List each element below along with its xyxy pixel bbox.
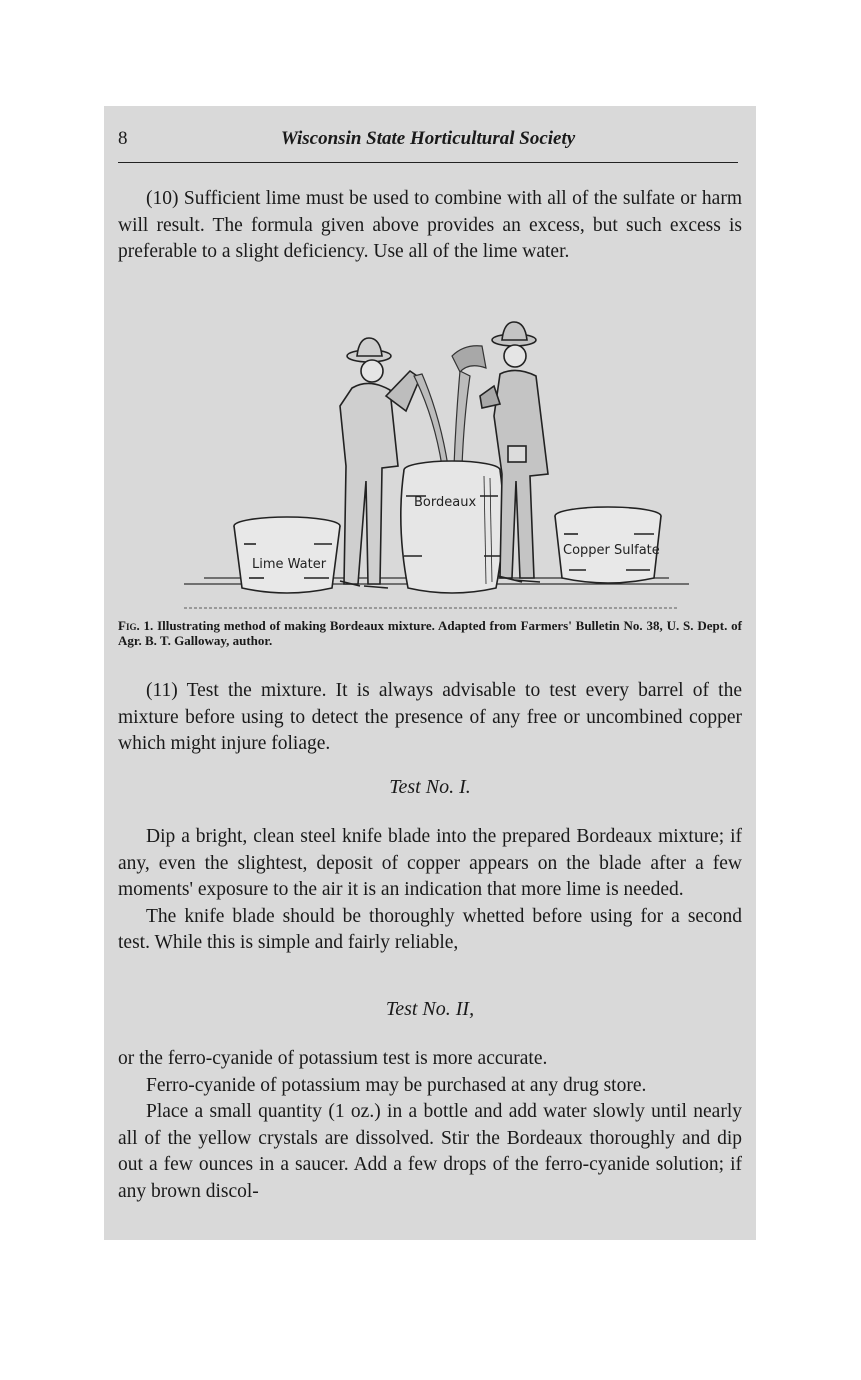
bordeaux-label: Bordeaux xyxy=(414,495,477,510)
figure-illustration xyxy=(164,316,704,616)
test-one-body xyxy=(118,824,742,957)
figure-caption xyxy=(118,618,742,648)
paragraph: (11) Test the mixture. It is always advisable to test every barrel of the mixture before using to detect the presence of any free or uncombined copper which might injure foliage. xyxy=(118,680,742,754)
paragraph: The knife blade should be thoroughly whetted before using for a second test. While this is simple and fairly reliable, xyxy=(118,905,742,953)
paragraph: Dip a bright, clean steel knife blade into the prepared Bordeaux mixture; if any, even the slightest, deposit of copper appears on the blade after a few moments' exposure to the air it is an indication that more lime is needed. xyxy=(118,826,742,900)
paragraph: Ferro-cyanide of potassium may be purchased at any drug store. xyxy=(146,1074,647,1096)
lime-water-label: Lime Water xyxy=(252,557,327,572)
paragraph: or the ferro-cyanide of potassium test is more accurate. xyxy=(118,1048,548,1069)
test-two-heading: Test No. II, xyxy=(385,998,475,1020)
figure-caption-label: Fig. 1. xyxy=(118,618,154,633)
book-page xyxy=(104,106,756,1240)
test-two-body xyxy=(118,1046,742,1205)
paragraph-block-11 xyxy=(118,678,742,758)
bordeaux-mixing-illustration xyxy=(164,316,704,616)
page-header xyxy=(118,128,738,163)
bordeaux-barrel xyxy=(401,461,503,593)
paragraph: (10) Sufficient lime must be used to combine with all of the sulfate or harm will result. The formula given above provides an excess, but such excess is preferable to a slight deficiency. Use all of the lime water. xyxy=(118,188,742,262)
paragraph-block-10 xyxy=(118,186,742,266)
paragraph: Place a small quantity (1 oz.) in a bottle and add water slowly until nearly all of the yellow crystals are dissolved. Stir the Bordeaux thoroughly and dip out a few ounces in a saucer. Add a few drops of the ferro-cyanide solution; if any brown discol- xyxy=(118,1101,742,1202)
lime-water-tub xyxy=(234,517,340,593)
copper-sulfate-label: Copper Sulfate xyxy=(563,543,660,558)
test-one-heading: Test No. I. xyxy=(389,776,471,798)
running-title: Wisconsin State Horticultural Society xyxy=(280,128,576,149)
page-number: 8 xyxy=(118,128,128,149)
figure-caption-text: Illustrating method of making Bordeaux mixture. Adapted from Farmers' Bulletin No. 38, U. S. Dept. of Agr. B. T. Galloway, author. xyxy=(118,618,742,648)
pour-streams xyxy=(414,346,486,466)
